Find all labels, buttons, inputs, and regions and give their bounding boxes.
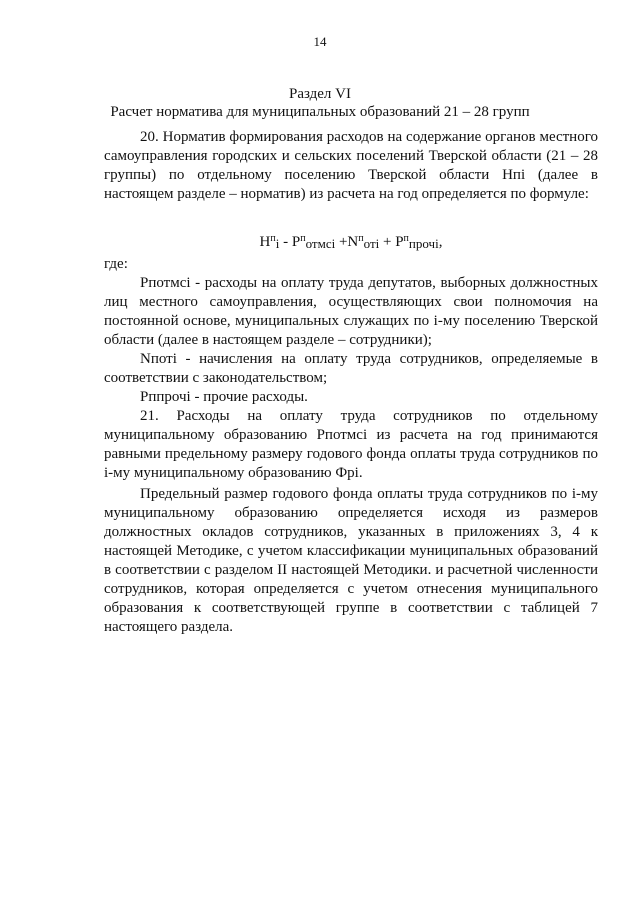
formula-part: + Р	[379, 234, 404, 250]
paragraph-limit: Предельный размер годового фонда оплаты труда сотрудников по і-му муниципальному образованию определяется исходя из размеров должностных окладов сотрудников, указанных в приложениях 3, 4 к настоящей Методике, с учетом классификации муниципальных образований в соответствии с разделом II настоящей Методики. и расчетной численности сотрудников, которая определяется с учетом отнесения муниципального образования к соответствующей группе в соответствии с таблицей 7 настоящего раздела.	[104, 486, 598, 635]
formula-sup: п	[270, 233, 276, 244]
formula-sub: прочі	[408, 236, 439, 251]
formula-sup: п	[403, 233, 409, 244]
formula-sub: оті	[363, 236, 380, 251]
formula-sub: отмсі	[305, 236, 336, 251]
formula-part: +N	[335, 234, 359, 250]
formula-sup: п	[300, 233, 306, 244]
page-number: 14	[313, 34, 327, 49]
formula	[104, 233, 598, 252]
definition-npoti: Nпоті - начисления на оплату труда сотрудников, определяемые в соответствии с законодательством;	[104, 351, 598, 386]
formula-sub: і	[275, 236, 280, 251]
section-title: Раздел VI	[288, 86, 351, 102]
section-subtitle: Расчет норматива для муниципальных образований 21 – 28 групп	[110, 104, 530, 120]
definition-rpprochi: Рппрочі - прочие расходы.	[140, 389, 308, 405]
document-body	[104, 128, 598, 637]
formula-part: ,	[438, 234, 443, 250]
formula-part: Н	[259, 234, 271, 250]
where-label: где:	[104, 256, 128, 272]
paragraph-20: 20. Норматив формирования расходов на содержание органов местного самоуправления городских и сельских поселений Тверской области (21 – 28 группы) по отдельному поселению Тверской области Нпі (далее в настоящем разделе – норматив) из расчета на год определяется по формуле:	[104, 129, 598, 202]
paragraph-21: 21. Расходы на оплату труда сотрудников по отдельному муниципальному образованию Рпотмсі из расчета на год принимаются равными предельному размеру годового фонда оплаты труда сотрудников по і-му муниципальному образованию Фрі.	[104, 408, 598, 481]
formula-sup: п	[358, 233, 364, 244]
formula-part: - Р	[279, 234, 301, 250]
definition-rpotmsi: Рпотмсі - расходы на оплату труда депутатов, выборных должностных лиц местного самоуправления, осуществляющих свои полномочия на постоянной основе, муниципальных служащих по і-му поселению Тверской области (далее в настоящем разделе – сотрудники);	[104, 275, 598, 348]
